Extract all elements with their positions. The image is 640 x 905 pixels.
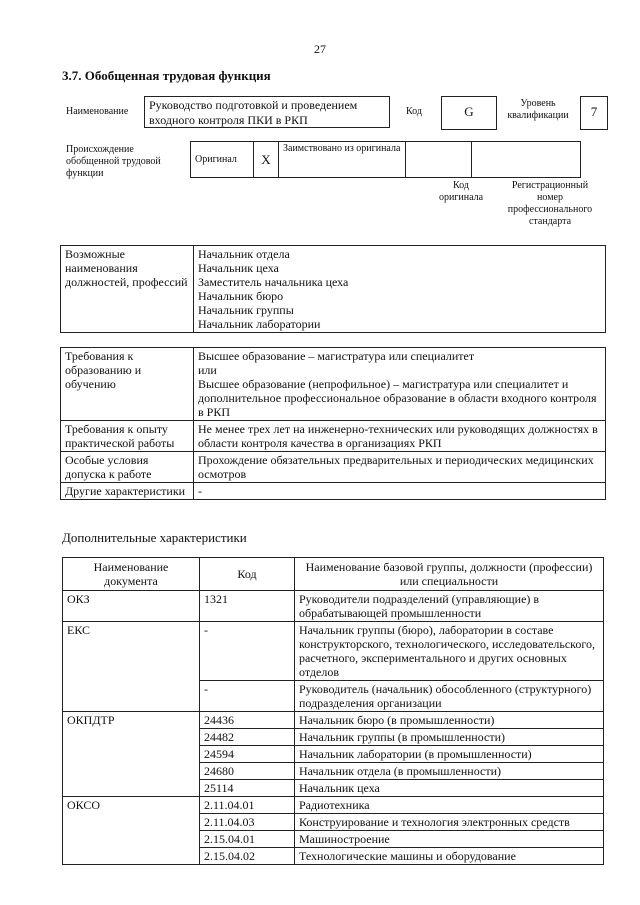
name-value: Руководство подготовкой и проведением входного контроля ПКИ в РКП (144, 96, 390, 128)
position-item: Начальник лаборатории (198, 317, 321, 331)
additional-table (62, 557, 604, 865)
name-cell: Начальник цеха (295, 780, 604, 797)
code-cell: 25114 (200, 780, 295, 797)
req-label: Требования к образованию и обучению (61, 348, 194, 421)
req-label: Требования к опыту практической работы (61, 421, 194, 452)
col-header-doc: Наименование документа (63, 558, 200, 591)
positions-table (60, 245, 606, 333)
code-cell: 24436 (200, 712, 295, 729)
position-item: Заместитель начальника цеха (198, 275, 349, 289)
section-title: 3.7. Обобщенная трудовая функция (62, 68, 271, 83)
name-label: Наименование (66, 106, 129, 117)
positions-label: Возможные наименования должностей, профессий (61, 246, 194, 333)
reg-number-cell (472, 142, 581, 178)
req-label: Особые условия допуска к работе (61, 452, 194, 483)
name-cell: Конструирование и технология электронных средств (295, 814, 604, 831)
code-value: G (441, 96, 497, 130)
borrowed-label: Заимствовано из оригинала (279, 142, 406, 178)
position-item: Начальник бюро (198, 289, 284, 303)
name-cell: Технологические машины и оборудование (295, 848, 604, 865)
code-cell: 2.15.04.01 (200, 831, 295, 848)
name-cell: Начальник бюро (в промышленности) (295, 712, 604, 729)
positions-list (194, 246, 606, 333)
code-label: Код (406, 106, 422, 117)
code-cell: - (200, 681, 295, 712)
code-cell: 24680 (200, 763, 295, 780)
level-label: Уровень квалификации (507, 98, 569, 121)
additional-title: Дополнительные характеристики (62, 530, 247, 545)
level-value: 7 (580, 96, 608, 130)
doc-cell: ЕКС (63, 622, 200, 712)
doc-cell: ОКСО (63, 797, 200, 865)
name-cell: Начальник группы (в промышленности) (295, 729, 604, 746)
name-cell: Начальник лаборатории (в промышленности) (295, 746, 604, 763)
name-cell: Радиотехника (295, 797, 604, 814)
req-value: - (194, 483, 606, 500)
code-cell: 2.15.04.02 (200, 848, 295, 865)
reg-number-caption: Регистрационный номер профессионального стандарта (507, 180, 593, 227)
req-value: Высшее образование – магистратура или специалитет или Высшее образование (непрофильное) – магистратура или специалитет и дополнительное профессиональное образование в области входного контроля в РКП (194, 348, 606, 421)
orig-code-cell (406, 142, 472, 178)
name-cell: Руководитель (начальник) обособленного (структурного) подразделения организации (295, 681, 604, 712)
code-cell: 24594 (200, 746, 295, 763)
name-cell: Начальник группы (бюро), лаборатории в составе конструкторского, технологического, исследовательского, расчетного, экспериментального и других основных отделов (295, 622, 604, 681)
position-item: Начальник отдела (198, 247, 290, 261)
code-cell: 1321 (200, 591, 295, 622)
col-header-code: Код (200, 558, 295, 591)
req-value: Прохождение обязательных предварительных и периодических медицинских осмотров (194, 452, 606, 483)
original-mark: X (254, 142, 279, 178)
code-cell: - (200, 622, 295, 681)
position-item: Начальник цеха (198, 261, 279, 275)
name-cell: Руководители подразделений (управляющие) в обрабатывающей промышленности (295, 591, 604, 622)
position-item: Начальник группы (198, 303, 294, 317)
name-cell: Машиностроение (295, 831, 604, 848)
code-cell: 24482 (200, 729, 295, 746)
req-label: Другие характеристики (61, 483, 194, 500)
original-label: Оригинал (191, 142, 254, 178)
requirements-table (60, 347, 606, 500)
doc-cell: ОКЗ (63, 591, 200, 622)
col-header-name: Наименование базовой группы, должности (профессии) или специальности (295, 558, 604, 591)
req-value: Не менее трех лет на инженерно-технических или руководящих должностях в области контроля качества в организациях РКП (194, 421, 606, 452)
code-cell: 2.11.04.01 (200, 797, 295, 814)
page-number: 27 (314, 42, 326, 56)
origin-label: Происхождение обобщенной трудовой функции (66, 144, 161, 179)
code-cell: 2.11.04.03 (200, 814, 295, 831)
name-cell: Начальник отдела (в промышленности) (295, 763, 604, 780)
orig-code-caption: Код оригинала (438, 180, 484, 203)
origin-table (190, 141, 581, 178)
doc-cell: ОКПДТР (63, 712, 200, 797)
